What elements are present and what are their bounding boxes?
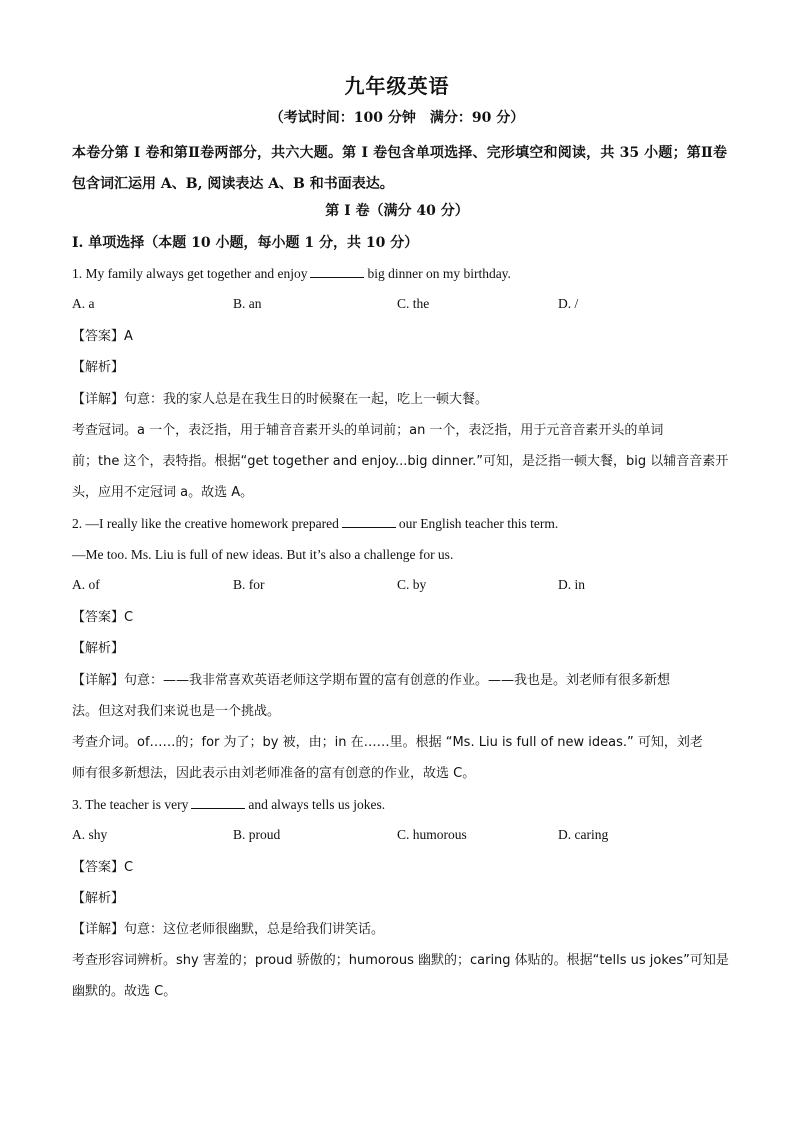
answer-blank xyxy=(310,265,364,278)
question-3-answer: 【答案】C xyxy=(72,860,134,875)
question-1-stem-after: big dinner on my birthday. xyxy=(367,266,511,281)
question-2-stem-after: our English teacher this term. xyxy=(398,516,559,531)
question-3-option-a: A. shy xyxy=(72,827,108,842)
question-1-option-c: C. the xyxy=(397,296,430,311)
question-3-option-c: C. humorous xyxy=(397,827,467,842)
question-2-option-c: C. by xyxy=(397,577,427,592)
part-title: 第 I 卷（满分 40 分） xyxy=(325,203,469,219)
question-1-analysis: 【解析】 xyxy=(72,360,125,375)
question-3-stem xyxy=(72,789,724,820)
question-1-explain-line: 头，应用不定冠词 a。故选 A。 xyxy=(72,485,254,500)
question-3-stem-before: 3. The teacher is very xyxy=(72,797,189,812)
question-2-detail: 【详解】句意：——我非常喜欢英语老师这学期布置的富有创意的作业。——我也是。刘老师有很多新想 xyxy=(72,673,671,688)
question-2-stem xyxy=(72,508,724,539)
answer-blank xyxy=(191,796,245,809)
question-1-stem-before: 1. My family always get together and enjoy xyxy=(72,266,308,281)
question-3-explain-line: 幽默的。故选 C。 xyxy=(72,984,177,999)
question-2-option-b: B. for xyxy=(233,577,265,592)
question-2-reply: —Me too. Ms. Liu is full of new ideas. But it’s also a challenge for us. xyxy=(72,547,454,562)
question-1-stem xyxy=(72,258,724,289)
question-2-explain-line: 师有很多新想法，因此表示由刘老师准备的富有创意的作业，故选 C。 xyxy=(72,766,476,781)
question-1-detail: 【详解】句意：我的家人总是在我生日的时候聚在一起，吃上一顿大餐。 xyxy=(72,392,489,407)
question-2-option-d: D. in xyxy=(558,577,585,592)
question-2-detail-cont: 法。但这对我们来说也是一个挑战。 xyxy=(72,704,281,719)
question-3-analysis: 【解析】 xyxy=(72,891,125,906)
question-2-option-a: A. of xyxy=(72,577,100,592)
question-3-detail: 【详解】句意：这位老师很幽默，总是给我们讲笑话。 xyxy=(72,922,385,937)
exam-intro: 本卷分第 I 卷和第Ⅱ卷两部分，共六大题。第 I 卷包含单项选择、完形填空和阅读，共 35 小题；第Ⅱ卷包含词汇运用 A、B, 阅读表达 A、B 和书面表达。 xyxy=(72,145,727,192)
question-3-explain-line: 考查形容词辨析。shy 害羞的；proud 骄傲的；humorous 幽默的；caring 体贴的。根据“tells us jokes”可知是 xyxy=(72,953,729,968)
answer-blank xyxy=(342,515,396,528)
question-1-option-a: A. a xyxy=(72,296,95,311)
question-1-explain-line: 考查冠词。a 一个，表泛指，用于辅音音素开头的单词前；an 一个，表泛指，用于元音音素开头的单词 xyxy=(72,423,664,438)
question-3-stem-after: and always tells us jokes. xyxy=(248,797,386,812)
question-1-option-d: D. / xyxy=(558,296,579,311)
question-2-stem-before: 2. —I really like the creative homework prepared xyxy=(72,516,339,531)
question-1-option-b: B. an xyxy=(233,296,262,311)
question-1-answer: 【答案】A xyxy=(72,329,133,344)
question-3-option-d: D. caring xyxy=(558,827,609,842)
exam-title: 九年级英语 xyxy=(344,74,450,98)
question-1-explain-line: 前；the 这个，表特指。根据“get together and enjoy...big dinner.”可知，是泛指一顿大餐，big 以辅音音素开 xyxy=(72,454,729,469)
exam-subtitle: （考试时间：100 分钟 满分：90 分） xyxy=(269,110,525,126)
question-2-analysis: 【解析】 xyxy=(72,641,125,656)
section-title: I. 单项选择（本题 10 小题，每小题 1 分，共 10 分） xyxy=(72,235,419,251)
question-2-answer: 【答案】C xyxy=(72,610,134,625)
question-3-option-b: B. proud xyxy=(233,827,281,842)
question-2-explain-line: 考查介词。of……的；for 为了；by 被，由；in 在……里。根据 “Ms. Liu is full of new ideas.” 可知，刘老 xyxy=(72,735,703,750)
